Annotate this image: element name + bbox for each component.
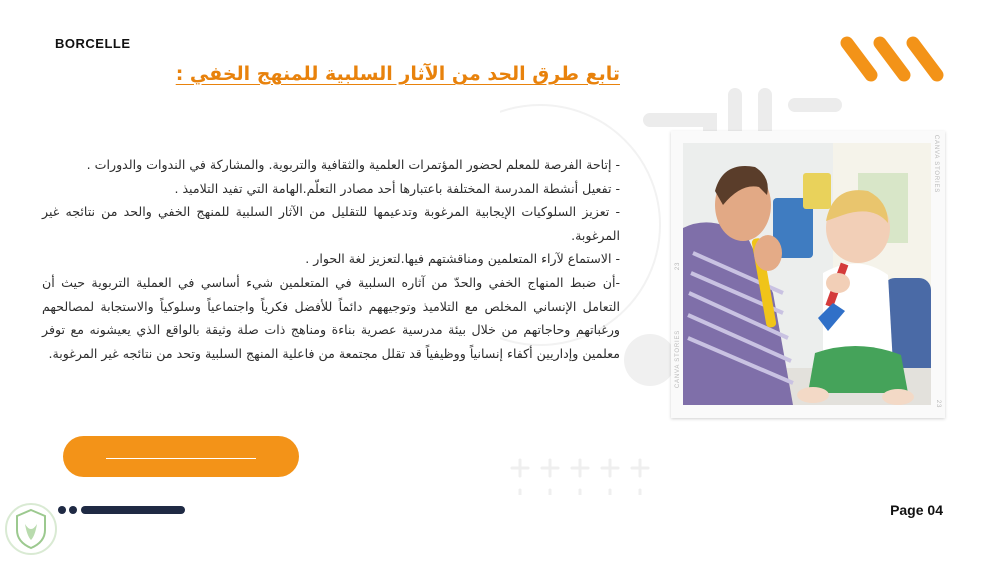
bullet-paragraph: - الاستماع لآراء المتعلمين ومناقشتهم فيها.لتعزيز لغة الحوار . (305, 251, 620, 267)
button-underline (106, 458, 256, 459)
slide-title: تابع طرق الحد من الآثار السلبية للمنهج الخفي : (175, 63, 620, 85)
bullet-paragraph: - تفعيل أنشطة المدرسة المختلفة باعتبارها أحد مصادر التعلّم.الهامة التي تفيد التلاميذ . (174, 180, 620, 196)
body-text (42, 153, 620, 365)
photo-frame (671, 131, 945, 418)
bullet-paragraph: - إتاحة الفرصة للمعلم لحضور المؤتمرات العلمية والثقافية والتربوية. والمشاركة في الندوات والدورات . (86, 157, 620, 172)
photo-side-label: CANVA STORIES (932, 134, 939, 194)
brand-name: BORCELLE (55, 36, 131, 51)
photo-side-number: 23 (675, 261, 682, 271)
shield-logo-icon (3, 500, 59, 558)
orange-pill-button[interactable] (63, 436, 299, 477)
father-child-photo (683, 143, 931, 405)
bullet-paragraph: -أن ضبط المنهاج الخفي والحدّ من آثاره السلبية في المتعلمين شيء أساسي في العملية التربوية حيث أن التعامل الإنساني المخلص مع التلاميذ وتوجيههم دائماً للأفضل فكرياً واجتماعياً وسلوكياً والاستجابة لمصالحهم ورغباتهم وحاجاتهم من خلال بيئة مدرسية عصرية بناءة ومناهج ذات صلة وثيقة بالواقع الذي يعيشونه مع توفر معلمين وإداريين أكفاء إنسانياً ووظيفياً قد تقلل مجتمعة من فاعلية المنهج السلبية وتحد من نتائجه غير المرغوبة. (42, 274, 620, 361)
photo-side-label: CANVA STORIES (675, 329, 682, 389)
bullet-paragraph: - تعزيز السلوكيات الإيجابية المرغوبة وتدعيمها للتقليل من الآثار السلبية للمنهج الخفي والحد من نتائجه غير المرغوبة. (42, 204, 620, 243)
orange-stripes-decoration (835, 33, 947, 83)
photo-side-number: 23 (934, 399, 941, 409)
page-number: Page 04 (890, 502, 943, 518)
progress-dots (57, 505, 187, 515)
